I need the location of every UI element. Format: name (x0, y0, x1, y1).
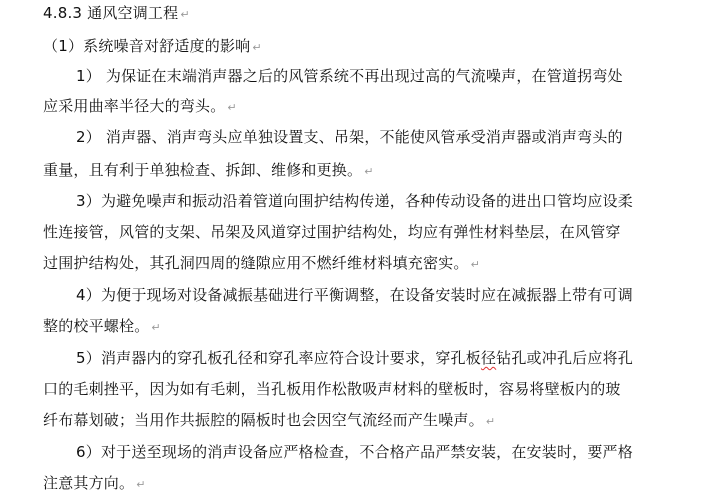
paragraph-3-line-3 (43, 253, 480, 275)
line-text: 注意其方向。 (43, 474, 135, 492)
line-text: 2） 消声器、消声弯头应单独设置支、吊架，不能使风管承受消声器或消声弯头的 (76, 128, 623, 146)
line-text: 应采用曲率半径大的弯头。 (43, 97, 226, 115)
paragraph-3-line-2 (43, 222, 621, 242)
subheading-text: （1）系统噪音对舒适度的影响 (43, 37, 251, 55)
paragraph-5-line-2 (43, 379, 621, 399)
paragraph-mark-icon: ↵ (227, 101, 237, 114)
paragraph-2-line-1 (76, 127, 623, 147)
paragraph-1-line-2 (43, 96, 237, 118)
line-text: 6）对于送至现场的消声设备应严格检查，不合格产品严禁安装，在安装时，要严格 (76, 443, 633, 461)
line-text: 1） 为保证在末端消声器之后的风管系统不再出现过高的气流噪声，在管道拐弯处 (76, 67, 623, 85)
paragraph-mark-icon: ↵ (136, 478, 146, 491)
line-text: 钻孔或冲孔后应将孔 (496, 349, 633, 367)
line-text: 性连接管，风管的支架、吊架及风道穿过围护结构处，均应有弹性材料垫层，在风管穿 (43, 223, 621, 241)
paragraph-mark-icon: ↵ (364, 165, 374, 178)
spellcheck-flagged-word[interactable]: 径 (480, 349, 497, 367)
paragraph-1-line-1 (76, 66, 623, 86)
paragraph-mark-icon: ↵ (485, 415, 496, 428)
paragraph-6-line-1 (76, 442, 633, 462)
line-text: 整的校平螺栓。 (43, 317, 150, 335)
line-text: 重量，且有利于单独检查、拆卸、维修和更换。 (43, 161, 363, 179)
paragraph-mark-icon: ↵ (180, 8, 190, 21)
section-heading (43, 3, 190, 25)
line-text: 口的毛刺挫平，因为如有毛刺，当孔板用作松散吸声材料的壁板时，容易将壁板内的玻 (43, 380, 621, 398)
paragraph-mark-icon: ↵ (470, 258, 481, 271)
line-text: 5）消声器内的穿孔板孔径和穿孔率应符合设计要求，穿孔板 (76, 349, 481, 367)
paragraph-4-line-2 (43, 316, 161, 338)
paragraph-3-line-1 (76, 191, 633, 211)
paragraph-5-line-3 (43, 410, 495, 432)
paragraph-4-line-1 (76, 285, 633, 305)
paragraph-2-line-2 (43, 160, 374, 182)
paragraph-mark-icon: ↵ (151, 321, 161, 334)
paragraph-6-line-2 (43, 473, 146, 495)
paragraph-5-line-1 (76, 348, 633, 368)
heading-text: 4.8.3 通风空调工程 (43, 4, 179, 22)
line-text: 纤布幕划破；当用作共振腔的隔板时也会因空气流经而产生噪声。 (43, 411, 484, 429)
paragraph-mark-icon: ↵ (252, 41, 262, 54)
line-text: 过围护结构处，其孔洞四周的缝隙应用不燃纤维材料填充密实。 (43, 254, 469, 272)
line-text: 4）为便于现场对设备减振基础进行平衡调整，在设备安装时应在减振器上带有可调 (76, 286, 633, 304)
line-text: 3）为避免噪声和振动沿着管道向围护结构传递，各种传动设备的进出口管均应设柔 (76, 192, 633, 210)
subsection-heading (43, 36, 262, 58)
